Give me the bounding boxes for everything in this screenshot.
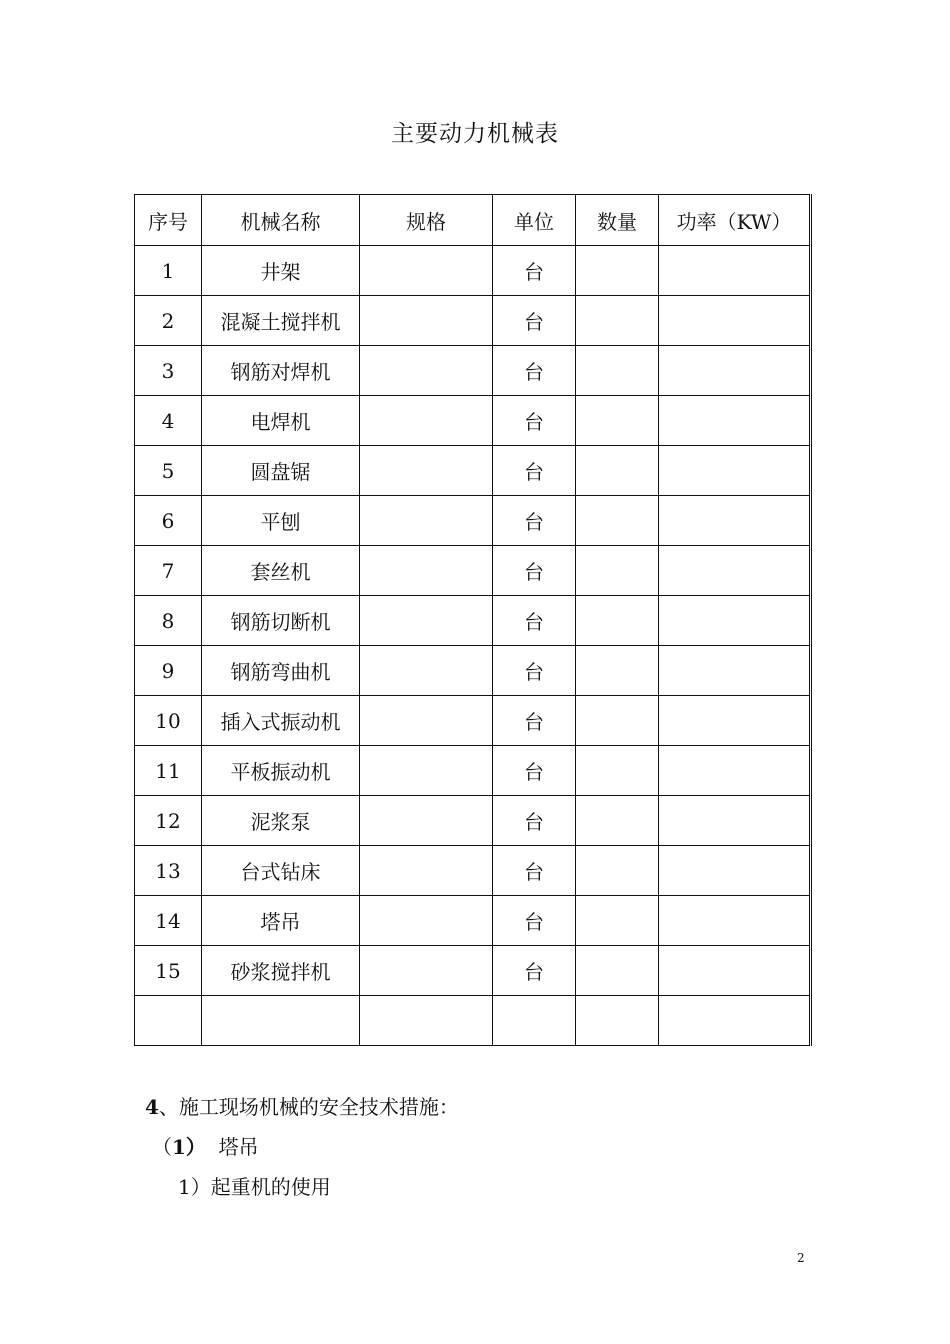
cell-qty (576, 746, 659, 796)
table-row (135, 596, 811, 646)
cell-unit: 台 (493, 796, 576, 846)
machinery-table (134, 194, 812, 1046)
cell-unit: 台 (493, 296, 576, 346)
cell-spec (360, 746, 493, 796)
cell-spec (360, 796, 493, 846)
cell-name: 混凝土搅拌机 (202, 296, 360, 346)
table-row (135, 946, 811, 996)
cell-unit: 台 (493, 496, 576, 546)
cell-qty (576, 796, 659, 846)
cell-no: 10 (135, 696, 202, 746)
cell-qty (576, 646, 659, 696)
cell-no: 2 (135, 296, 202, 346)
table-row (135, 646, 811, 696)
header-qty: 数量 (576, 195, 659, 246)
cell-qty (576, 446, 659, 496)
cell-name: 井架 (202, 246, 360, 296)
cell-power (659, 646, 811, 696)
cell-unit: 台 (493, 446, 576, 496)
cell-unit: 台 (493, 346, 576, 396)
cell-power (659, 596, 811, 646)
cell-power (659, 296, 811, 346)
cell-qty (576, 396, 659, 446)
table-row (135, 996, 811, 1046)
cell-power (659, 496, 811, 546)
cell-no: 5 (135, 446, 202, 496)
cell-no (135, 996, 202, 1046)
page-number: 2 (797, 1251, 805, 1265)
cell-spec (360, 896, 493, 946)
header-no: 序号 (135, 195, 202, 246)
cell-no: 4 (135, 396, 202, 446)
table-row (135, 396, 811, 446)
cell-no: 3 (135, 346, 202, 396)
cell-unit: 台 (493, 646, 576, 696)
table-row (135, 446, 811, 496)
cell-power (659, 346, 811, 396)
cell-power (659, 746, 811, 796)
cell-power (659, 446, 811, 496)
section-4-text: 、施工现场机械的安全技术措施： (158, 1095, 459, 1119)
header-power: 功率（KW） (659, 195, 811, 246)
cell-name: 砂浆搅拌机 (202, 946, 360, 996)
cell-no: 12 (135, 796, 202, 846)
cell-no: 8 (135, 596, 202, 646)
cell-name: 钢筋弯曲机 (202, 646, 360, 696)
table-row (135, 846, 811, 896)
section-4-1-1-heading: 1）起重机的使用 (178, 1175, 331, 1199)
table-row (135, 546, 811, 596)
cell-power (659, 246, 811, 296)
table-row (135, 696, 811, 746)
section-4-1-close: ） (185, 1135, 206, 1159)
table-row (135, 246, 811, 296)
section-4-1-open: （ (152, 1135, 172, 1159)
cell-unit: 台 (493, 896, 576, 946)
cell-qty (576, 496, 659, 546)
cell-no: 13 (135, 846, 202, 896)
table-row (135, 796, 811, 846)
cell-power (659, 396, 811, 446)
cell-name: 钢筋切断机 (202, 596, 360, 646)
section-4-1-heading (152, 1131, 259, 1160)
cell-spec (360, 646, 493, 696)
cell-no: 9 (135, 646, 202, 696)
cell-name: 套丝机 (202, 546, 360, 596)
cell-power (659, 996, 811, 1046)
table-header-row (135, 195, 811, 246)
cell-unit (493, 996, 576, 1046)
cell-name: 平板振动机 (202, 746, 360, 796)
cell-qty (576, 246, 659, 296)
cell-spec (360, 496, 493, 546)
section-4-1-number: 1 (172, 1135, 186, 1159)
cell-unit: 台 (493, 946, 576, 996)
cell-name: 平刨 (202, 496, 360, 546)
cell-no: 14 (135, 896, 202, 946)
cell-spec (360, 346, 493, 396)
cell-qty (576, 546, 659, 596)
cell-no: 15 (135, 946, 202, 996)
cell-name: 电焊机 (202, 396, 360, 446)
cell-qty (576, 596, 659, 646)
cell-no: 11 (135, 746, 202, 796)
cell-power (659, 696, 811, 746)
cell-spec (360, 996, 493, 1046)
cell-spec (360, 396, 493, 446)
cell-qty (576, 346, 659, 396)
cell-unit: 台 (493, 846, 576, 896)
section-4-heading (145, 1091, 459, 1120)
header-name: 机械名称 (202, 195, 360, 246)
cell-unit: 台 (493, 596, 576, 646)
section-4-number: 4 (145, 1095, 159, 1119)
cell-qty (576, 696, 659, 746)
table-row (135, 746, 811, 796)
section-4-1-text: 塔吊 (205, 1135, 259, 1159)
cell-unit: 台 (493, 746, 576, 796)
cell-spec (360, 846, 493, 896)
cell-name (202, 996, 360, 1046)
table-row (135, 496, 811, 546)
cell-unit: 台 (493, 246, 576, 296)
cell-unit: 台 (493, 546, 576, 596)
cell-no: 6 (135, 496, 202, 546)
cell-name: 钢筋对焊机 (202, 346, 360, 396)
cell-spec (360, 696, 493, 746)
cell-qty (576, 846, 659, 896)
cell-name: 泥浆泵 (202, 796, 360, 846)
cell-spec (360, 296, 493, 346)
cell-name: 插入式振动机 (202, 696, 360, 746)
cell-power (659, 796, 811, 846)
cell-unit: 台 (493, 696, 576, 746)
cell-power (659, 546, 811, 596)
table-row (135, 296, 811, 346)
table-row (135, 896, 811, 946)
cell-name: 台式钻床 (202, 846, 360, 896)
table-row (135, 346, 811, 396)
cell-spec (360, 596, 493, 646)
cell-qty (576, 946, 659, 996)
cell-no: 1 (135, 246, 202, 296)
cell-spec (360, 246, 493, 296)
cell-spec (360, 946, 493, 996)
cell-name: 塔吊 (202, 896, 360, 946)
cell-unit: 台 (493, 396, 576, 446)
cell-no: 7 (135, 546, 202, 596)
page-title: 主要动力机械表 (391, 121, 559, 147)
cell-qty (576, 896, 659, 946)
cell-power (659, 896, 811, 946)
cell-qty (576, 996, 659, 1046)
header-unit: 单位 (493, 195, 576, 246)
cell-spec (360, 546, 493, 596)
cell-power (659, 946, 811, 996)
cell-qty (576, 296, 659, 346)
header-spec: 规格 (360, 195, 493, 246)
cell-power (659, 846, 811, 896)
cell-spec (360, 446, 493, 496)
cell-name: 圆盘锯 (202, 446, 360, 496)
